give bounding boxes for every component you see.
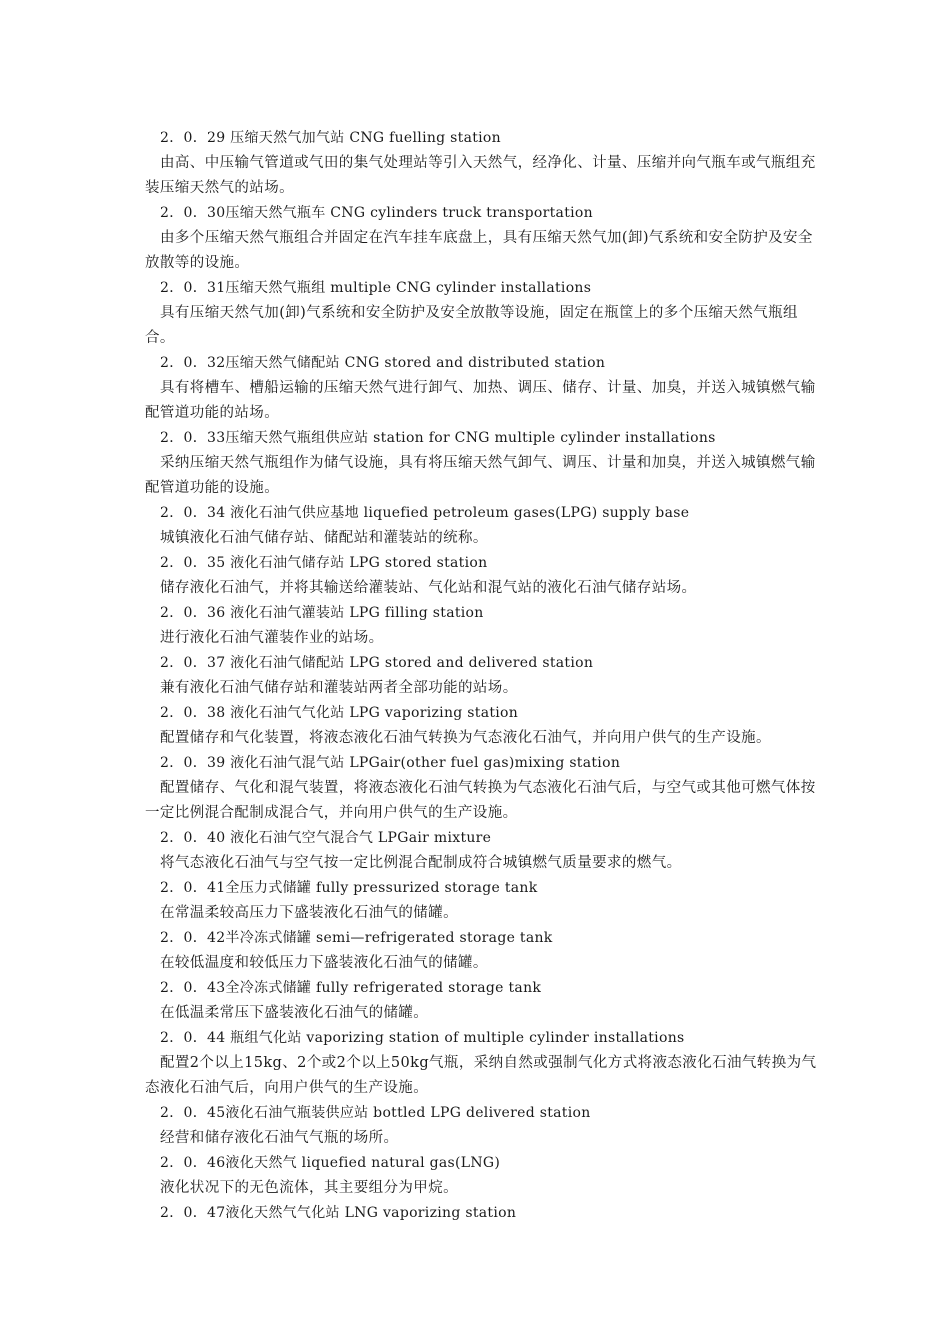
glossary-entry — [145, 126, 825, 201]
term-definition: 进行液化石油气灌装作业的站场。 — [160, 630, 384, 646]
glossary-entry — [145, 876, 825, 926]
glossary-entry — [145, 501, 825, 551]
term-definition: 配置2个以上15kg、2个或2个以上50kg气瓶，采纳自然或强制气化方式将液态液化石油气转换为气态液化石油气后，向用户供气的生产设施。 — [145, 1055, 817, 1096]
glossary-entry — [145, 751, 825, 826]
glossary-entry — [145, 351, 825, 426]
glossary-entry — [145, 276, 825, 351]
term-definition: 在较低温度和较低压力下盛装液化石油气的储罐。 — [160, 955, 488, 971]
glossary-entry — [145, 1201, 825, 1226]
term-definition: 经营和储存液化石油气气瓶的场所。 — [160, 1130, 399, 1146]
term-definition: 配置储存、气化和混气装置，将液态液化石油气转换为气态液化石油气后，与空气或其他可燃气体按一定比例混合配制成混合气，并向用户供气的生产设施。 — [145, 780, 816, 821]
term-definition: 储存液化石油气，并将其输送给灌装站、气化站和混气站的液化石油气储存站场。 — [160, 580, 697, 596]
term-heading: 2．0．30压缩天然气瓶车 CNG cylinders truck transportation — [160, 205, 593, 221]
term-heading: 2．0．42半冷冻式储罐 semi—refrigerated storage tank — [160, 930, 553, 946]
glossary-body — [145, 126, 825, 1226]
glossary-entry — [145, 701, 825, 751]
term-heading: 2．0．47液化天然气气化站 LNG vaporizing station — [160, 1205, 517, 1221]
glossary-entry — [145, 926, 825, 976]
glossary-entry — [145, 1101, 825, 1151]
term-heading: 2．0．46液化天然气 liquefied natural gas(LNG) — [160, 1155, 501, 1171]
term-heading: 2．0．39 液化石油气混气站 LPGair(other fuel gas)mixing station — [160, 755, 621, 771]
term-heading: 2．0．33压缩天然气瓶组供应站 station for CNG multiple cylinder installations — [160, 430, 716, 446]
term-heading: 2．0．40 液化石油气空气混合气 LPGair mixture — [160, 830, 492, 846]
term-definition: 具有将槽车、槽船运输的压缩天然气进行卸气、加热、调压、储存、计量、加臭，并送入城镇燃气输配管道功能的站场。 — [145, 380, 816, 421]
term-heading: 2．0．45液化石油气瓶装供应站 bottled LPG delivered station — [160, 1105, 591, 1121]
term-heading: 2．0．31压缩天然气瓶组 multiple CNG cylinder installations — [160, 280, 592, 296]
term-definition: 兼有液化石油气储存站和灌装站两者全部功能的站场。 — [160, 680, 518, 696]
term-heading: 2．0．37 液化石油气储配站 LPG stored and delivered station — [160, 655, 594, 671]
term-definition: 配置储存和气化装置，将液态液化石油气转换为气态液化石油气，并向用户供气的生产设施。 — [160, 730, 771, 746]
term-definition: 在低温柔常压下盛装液化石油气的储罐。 — [160, 1005, 429, 1021]
glossary-entry — [145, 976, 825, 1026]
glossary-entry — [145, 1026, 825, 1101]
glossary-entry — [145, 826, 825, 876]
term-definition: 在常温柔较高压力下盛装液化石油气的储罐。 — [160, 905, 458, 921]
glossary-entry — [145, 651, 825, 701]
term-heading: 2．0．34 液化石油气供应基地 liquefied petroleum gases(LPG) supply base — [160, 505, 690, 521]
term-heading: 2．0．35 液化石油气储存站 LPG stored station — [160, 555, 488, 571]
glossary-entry — [145, 551, 825, 601]
term-heading: 2．0．36 液化石油气灌装站 LPG filling station — [160, 605, 484, 621]
glossary-entry — [145, 426, 825, 501]
term-definition: 采纳压缩天然气瓶组作为储气设施，具有将压缩天然气卸气、调压、计量和加臭，并送入城镇燃气输配管道功能的设施。 — [145, 455, 816, 496]
term-heading: 2．0．44 瓶组气化站 vaporizing station of multiple cylinder installations — [160, 1030, 685, 1046]
term-heading: 2．0．43全冷冻式储罐 fully refrigerated storage tank — [160, 980, 542, 996]
term-heading: 2．0．29 压缩天然气加气站 CNG fuelling station — [160, 130, 501, 146]
term-definition: 具有压缩天然气加(卸)气系统和安全防护及安全放散等设施，固定在瓶筐上的多个压缩天然气瓶组合。 — [145, 305, 798, 346]
glossary-entry — [145, 601, 825, 651]
glossary-entry — [145, 201, 825, 276]
term-heading: 2．0．41全压力式储罐 fully pressurized storage tank — [160, 880, 538, 896]
term-definition: 液化状况下的无色流体，其主要组分为甲烷。 — [160, 1180, 458, 1196]
term-heading: 2．0．38 液化石油气气化站 LPG vaporizing station — [160, 705, 519, 721]
glossary-entry — [145, 1151, 825, 1201]
term-definition: 由高、中压输气管道或气田的集气处理站等引入天然气，经净化、计量、压缩并向气瓶车或气瓶组充装压缩天然气的站场。 — [145, 155, 816, 196]
term-definition: 城镇液化石油气储存站、储配站和灌装站的统称。 — [160, 530, 488, 546]
term-definition: 将气态液化石油气与空气按一定比例混合配制成符合城镇燃气质量要求的燃气。 — [160, 855, 682, 871]
term-heading: 2．0．32压缩天然气储配站 CNG stored and distributed station — [160, 355, 606, 371]
term-definition: 由多个压缩天然气瓶组合并固定在汽车挂车底盘上，具有压缩天然气加(卸)气系统和安全防护及安全放散等的设施。 — [145, 230, 813, 271]
